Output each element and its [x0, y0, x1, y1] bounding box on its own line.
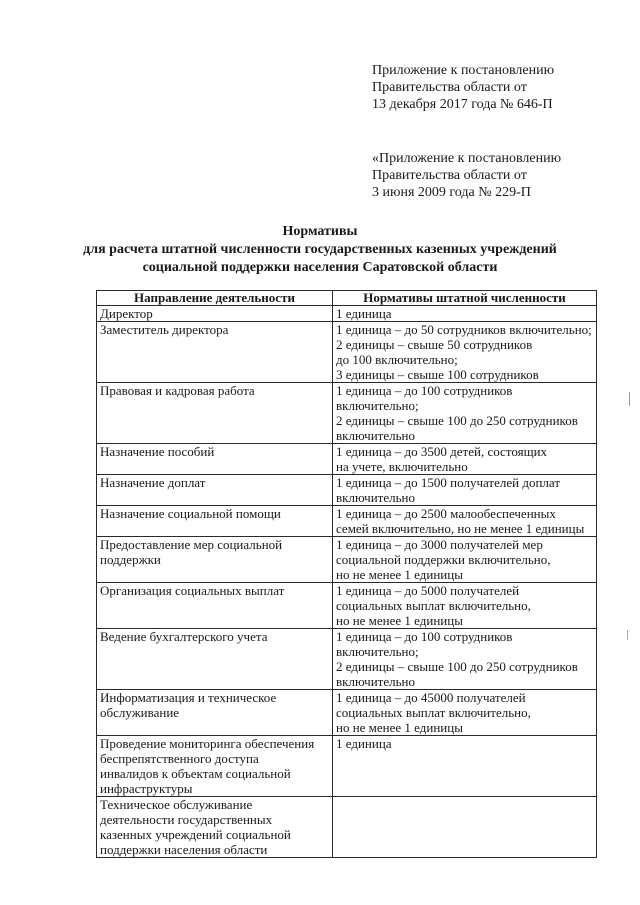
direction-cell	[97, 506, 333, 537]
direction-text: казенных учреждений социальной	[100, 827, 291, 842]
table-row	[97, 475, 597, 506]
heading-line: социальной поддержки населения Саратовской области	[142, 260, 498, 275]
attachment-line: Приложение к постановлению	[372, 63, 555, 78]
norm-text: социальной поддержки включительно,	[336, 552, 551, 567]
norm-text: включительно;	[336, 398, 419, 413]
direction-text: Правовая и кадровая работа	[100, 383, 255, 398]
attachment-line: Правительства области от	[372, 80, 527, 95]
direction-cell	[97, 537, 333, 583]
norm-text: 1 единица – до 100 сотрудников	[336, 383, 513, 398]
direction-cell	[97, 475, 333, 506]
table-header-row	[97, 291, 597, 306]
norm-cell	[333, 736, 597, 797]
direction-text: Директор	[100, 306, 153, 321]
direction-text: Заместитель директора	[100, 322, 229, 337]
norm-text: 2 единицы – свыше 100 до 250 сотрудников	[336, 413, 578, 428]
attachment-reference-current	[372, 62, 554, 113]
norm-text: включительно	[336, 490, 415, 505]
column-header-norm: Нормативы штатной численности	[333, 291, 597, 306]
scan-mark	[627, 630, 628, 640]
norm-text: 1 единица – до 3500 детей, состоящих	[336, 444, 548, 459]
table-row	[97, 506, 597, 537]
norm-text: 1 единица – до 50 сотрудников включительно;	[336, 322, 592, 337]
table-row	[97, 322, 597, 383]
direction-text: поддержки	[100, 552, 161, 567]
norm-cell	[333, 444, 597, 475]
direction-cell	[97, 797, 333, 858]
norm-text: социальных выплат включительно,	[336, 598, 531, 613]
direction-text: Информатизация и техническое	[100, 690, 277, 705]
heading-title: Нормативы	[282, 224, 358, 239]
direction-text: Организация социальных выплат	[100, 583, 285, 598]
norm-text: включительно	[336, 428, 415, 443]
table-row	[97, 690, 597, 736]
norm-cell	[333, 475, 597, 506]
direction-text: Назначение пособий	[100, 444, 215, 459]
direction-cell	[97, 690, 333, 736]
norm-text: 2 единицы – свыше 50 сотрудников	[336, 337, 533, 352]
direction-cell	[97, 306, 333, 322]
direction-text: Техническое обслуживание	[100, 797, 253, 812]
norm-text: 1 единица	[336, 736, 392, 751]
scan-mark	[629, 392, 630, 406]
norms-table	[96, 290, 597, 858]
norm-text: но не менее 1 единицы	[336, 720, 463, 735]
norm-cell	[333, 537, 597, 583]
table-row	[97, 537, 597, 583]
table-row	[97, 383, 597, 444]
table-row	[97, 444, 597, 475]
norm-text: но не менее 1 единицы	[336, 613, 463, 628]
norm-text: до 100 включительно;	[336, 352, 458, 367]
direction-text: поддержки населения области	[100, 842, 268, 857]
direction-cell	[97, 444, 333, 475]
table-row	[97, 306, 597, 322]
direction-text: Назначение доплат	[100, 475, 206, 490]
norm-text: включительно	[336, 674, 415, 689]
table-row	[97, 736, 597, 797]
direction-text: Проведение мониторинга обеспечения	[100, 736, 315, 751]
norm-text: 1 единица	[336, 306, 392, 321]
column-header-direction: Направление деятельности	[97, 291, 333, 306]
norm-text: 2 единицы – свыше 100 до 250 сотрудников	[336, 659, 578, 674]
direction-text: инфраструктуры	[100, 781, 193, 796]
direction-text: инвалидов к объектам социальной	[100, 766, 291, 781]
direction-cell	[97, 383, 333, 444]
attachment-reference-original	[372, 150, 561, 201]
norm-text: 3 единицы – свыше 100 сотрудников	[336, 367, 539, 382]
norm-text: 1 единица – до 5000 получателей	[336, 583, 520, 598]
direction-text: Ведение бухгалтерского учета	[100, 629, 268, 644]
norm-text: 1 единица – до 100 сотрудников	[336, 629, 513, 644]
attachment-line: Правительства области от	[372, 168, 527, 183]
norm-text: на учете, включительно	[336, 459, 468, 474]
norm-cell	[333, 506, 597, 537]
norm-cell	[333, 629, 597, 690]
document-heading	[0, 223, 640, 277]
direction-cell	[97, 629, 333, 690]
norm-cell	[333, 306, 597, 322]
norm-cell	[333, 383, 597, 444]
direction-cell	[97, 736, 333, 797]
norm-text: 1 единица – до 1500 получателей доплат	[336, 475, 561, 490]
norm-text: включительно;	[336, 644, 419, 659]
direction-text: беспрепятственного доступа	[100, 751, 259, 766]
norm-cell	[333, 797, 597, 858]
norm-text: 1 единица – до 3000 получателей мер	[336, 537, 543, 552]
attachment-line: «Приложение к постановлению	[372, 151, 562, 166]
table-row	[97, 629, 597, 690]
norm-text: 1 единица – до 2500 малообеспеченных	[336, 506, 556, 521]
norm-text: социальных выплат включительно,	[336, 705, 531, 720]
norm-cell	[333, 690, 597, 736]
direction-cell	[97, 322, 333, 383]
heading-line: для расчета штатной численности государственных казенных учреждений	[83, 242, 557, 257]
attachment-line: 3 июня 2009 года № 229-П	[372, 185, 531, 200]
table-body	[97, 306, 597, 858]
direction-text: обслуживание	[100, 705, 180, 720]
norm-text: но не менее 1 единицы	[336, 567, 463, 582]
direction-text: Предоставление мер социальной	[100, 537, 283, 552]
norm-text: 1 единица – до 45000 получателей	[336, 690, 526, 705]
norm-cell	[333, 583, 597, 629]
direction-text: деятельности государственных	[100, 812, 273, 827]
norm-text: семей включительно, но не менее 1 единицы	[336, 521, 585, 536]
direction-cell	[97, 583, 333, 629]
direction-text: Назначение социальной помощи	[100, 506, 281, 521]
attachment-line: 13 декабря 2017 года № 646-П	[372, 97, 553, 112]
norm-cell	[333, 322, 597, 383]
table-row	[97, 797, 597, 858]
table-row	[97, 583, 597, 629]
